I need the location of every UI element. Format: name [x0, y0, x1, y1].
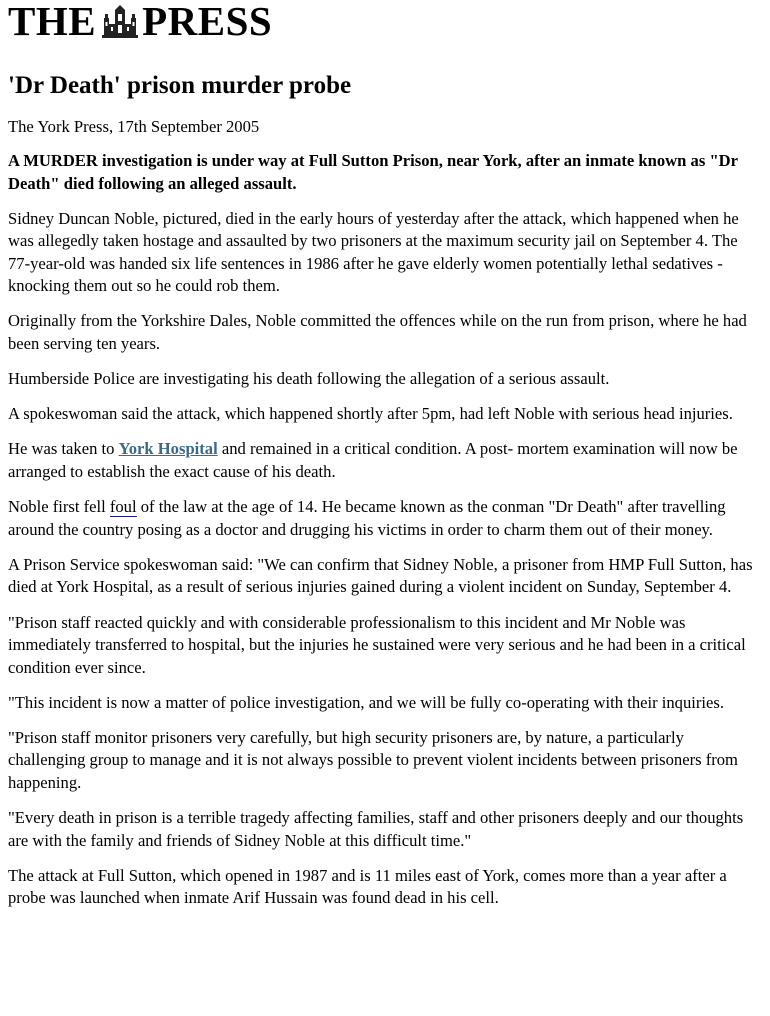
article-paragraph-2: Originally from the Yorkshire Dales, Noble committed the offences while on the run from prison, where he had been serving ten years. — [8, 311, 747, 353]
article-dateline: The York Press, 17th September 2005 — [8, 117, 260, 136]
york-minster-crest-icon — [102, 4, 138, 38]
article-paragraph-4: A spokeswoman said the attack, which happened shortly after 5pm, had left Noble with serious head injuries. — [8, 404, 733, 424]
masthead-logo[interactable] — [8, 0, 272, 42]
article-paragraph-1: Sidney Duncan Noble, pictured, died in the early hours of yesterday after the attack, which happened when he was allegedly taken hostage and assaulted by two prisoners at the maximum security jail on September 4. The 77-year-old was handed six life sentences in 1986 after he gave elderly women potentially lethal sedatives - knocking them out so he could rob them. — [8, 208, 739, 296]
article-paragraph-6 — [8, 496, 760, 541]
article-headline: 'Dr Death' prison murder probe — [8, 72, 352, 99]
york-hospital-link[interactable]: York Hospital — [118, 439, 218, 459]
paragraph-6-text-after: of the law at the age of 14. He became known as the conman "Dr Death" after travelling around the country posing as a doctor and drugging his victims in order to charm them out of their money. — [8, 497, 726, 539]
paragraph-5-text-before: He was taken to — [8, 439, 119, 459]
masthead-word-the: THE — [8, 0, 97, 44]
paragraph-5-text-after: and remained in a critical condition. A post- mortem examination will now be arranged to establish the exact cause of his death. — [8, 439, 738, 481]
article-paragraph-9: "This incident is now a matter of police investigation, and we will be fully co-operating with their inquiries. — [8, 692, 724, 712]
paragraph-6-text-before: Noble first fell — [8, 497, 110, 517]
article-paragraph-8: "Prison staff reacted quickly and with considerable professionalism to this incident and Mr Noble was immediately transferred to hospital, but the injuries he sustained were very serious and he had been in a critical condition ever since. — [8, 612, 746, 677]
article-paragraph-7: A Prison Service spokeswoman said: "We can confirm that Sidney Noble, a prisoner from HMP Full Sutton, has died at York Hospital, as a result of serious injuries gained during a violent incident on Sunday, September 4. — [8, 554, 753, 597]
article-paragraph-3: Humberside Police are investigating his death following the allegation of a serious assault. — [8, 369, 610, 389]
article-paragraph-5 — [8, 438, 760, 483]
foul-link[interactable]: foul — [109, 497, 137, 517]
masthead-word-press: PRESS — [142, 0, 273, 44]
article-paragraph-10: "Prison staff monitor prisoners very carefully, but high security prisoners are, by nature, a particularly challenging group to manage and it is not always possible to prevent violent incidents between prisoners from happening. — [8, 727, 738, 792]
article-lead: A MURDER investigation is under way at Full Sutton Prison, near York, after an inmate known as "Dr Death" died following an alleged assault. — [8, 151, 738, 193]
article — [8, 70, 760, 922]
article-paragraph-11: "Every death in prison is a terrible tragedy affecting families, staff and other prisoners deeply and our thoughts are with the family and friends of Sidney Noble at this difficult time." — [8, 808, 744, 850]
article-paragraph-12: The attack at Full Sutton, which opened in 1987 and is 11 miles east of York, comes more than a year after a probe was launched when inmate Arif Hussain was found dead in his cell. — [8, 865, 727, 908]
